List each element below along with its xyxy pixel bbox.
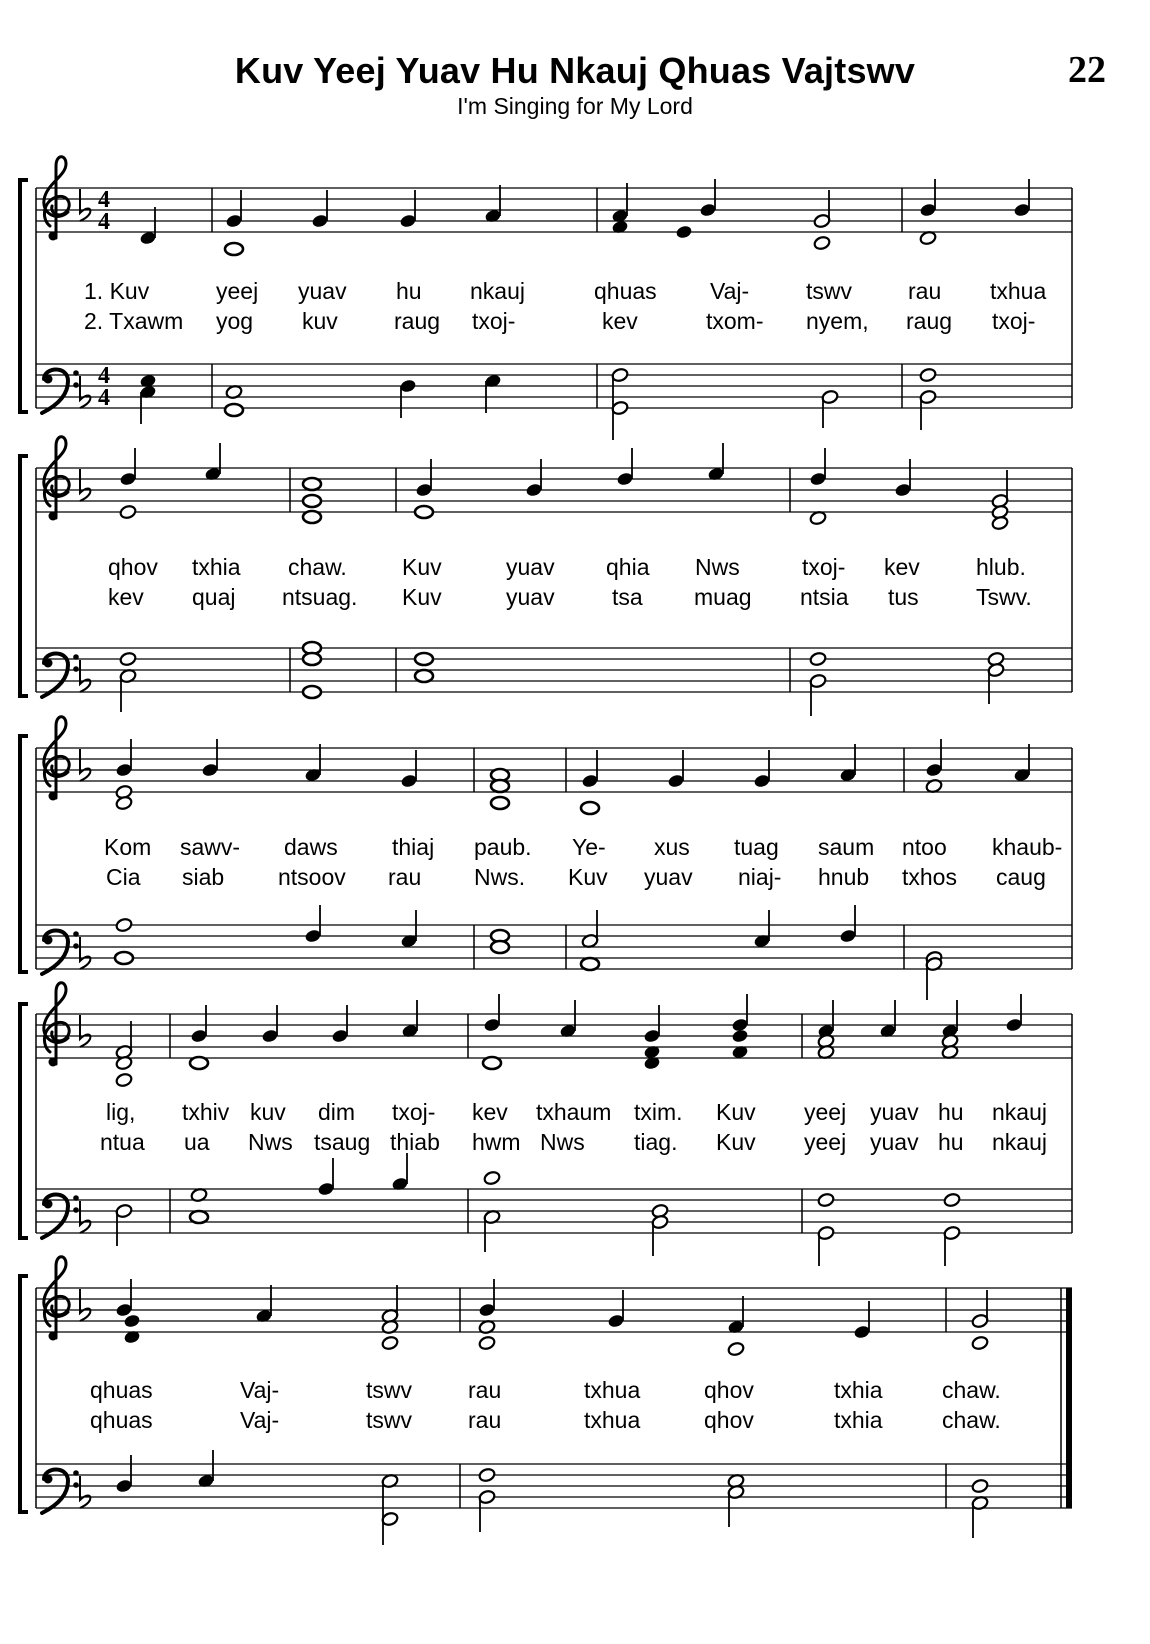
lyric-s4-v2-11: hu xyxy=(938,1129,964,1155)
lyric-s3-v2-1: siab xyxy=(182,864,225,890)
lyric-s5-v2-5: qhov xyxy=(704,1407,754,1433)
lyric-s4-v1-8: Kuv xyxy=(716,1099,756,1125)
lyric-s4-v2-8: Kuv xyxy=(716,1129,756,1155)
lyric-s4-v1-3: dim xyxy=(318,1099,356,1125)
lyric-s4-v1-5: kev xyxy=(472,1099,508,1125)
lyric-s3-v1-5: Ye- xyxy=(572,834,606,860)
lyric-s4-v2-5: hwm xyxy=(472,1129,521,1155)
lyric-s4-v2-0: ntua xyxy=(100,1129,145,1155)
lyric-s5-v2-0: qhuas xyxy=(90,1407,153,1433)
lyric-s1-v2-0: 2. Txawm xyxy=(84,308,184,334)
lyric-s1-v2-8: raug xyxy=(906,308,953,334)
lyric-s3-v1-9: ntoo xyxy=(902,834,947,860)
lyric-s1-v1-0: 1. Kuv xyxy=(84,278,150,304)
lyric-s2-v2-8: tus xyxy=(888,584,919,610)
lyric-s2-v1-4: yuav xyxy=(506,554,555,580)
hymn-subtitle: I'm Singing for My Lord xyxy=(457,93,693,119)
lyric-s3-v1-6: xus xyxy=(654,834,690,860)
lyric-s4-v2-1: ua xyxy=(184,1129,210,1155)
lyric-s2-v2-5: tsa xyxy=(612,584,643,610)
lyric-s5-v2-4: txhua xyxy=(584,1407,641,1433)
lyric-s3-v1-7: tuag xyxy=(734,834,779,860)
lyric-s1-v2-9: txoj- xyxy=(992,308,1036,334)
lyric-s2-v2-3: Kuv xyxy=(402,584,442,610)
lyric-s5-v2-3: rau xyxy=(468,1407,502,1433)
lyric-s4-v1-7: txim. xyxy=(634,1099,683,1125)
lyric-s1-v1-3: hu xyxy=(396,278,422,304)
lyric-s3-v2-4: Nws. xyxy=(474,864,526,890)
lyric-s3-v1-3: thiaj xyxy=(392,834,435,860)
lyric-s5-v1-3: rau xyxy=(468,1377,502,1403)
lyric-s4-v2-4: thiab xyxy=(390,1129,440,1155)
lyric-s3-v2-8: hnub xyxy=(818,864,870,890)
lyric-s4-v1-12: nkauj xyxy=(992,1099,1047,1125)
lyric-s1-v1-6: Vaj- xyxy=(710,278,750,304)
lyric-s5-v1-0: qhuas xyxy=(90,1377,153,1403)
lyric-s2-v2-4: yuav xyxy=(506,584,555,610)
lyric-s3-v1-8: saum xyxy=(818,834,875,860)
lyric-s1-v2-4: txoj- xyxy=(472,308,516,334)
lyric-s4-v2-2: Nws xyxy=(248,1129,293,1155)
lyric-s4-v2-10: yuav xyxy=(870,1129,919,1155)
lyric-s5-v1-5: qhov xyxy=(704,1377,754,1403)
lyric-s3-v1-2: daws xyxy=(284,834,338,860)
lyric-s2-v1-9: hlub. xyxy=(976,554,1026,580)
lyric-s2-v1-8: kev xyxy=(884,554,920,580)
lyric-s2-v2-9: Tswv. xyxy=(976,584,1032,610)
lyric-s1-v2-7: nyem, xyxy=(806,308,869,334)
lyric-s5-v2-2: tswv xyxy=(366,1407,412,1433)
lyric-s4-v2-7: tiag. xyxy=(634,1129,678,1155)
lyric-s1-v2-2: kuv xyxy=(302,308,338,334)
system-5 xyxy=(20,1257,1072,1545)
lyric-s2-v2-0: kev xyxy=(108,584,144,610)
lyric-s4-v1-11: hu xyxy=(938,1099,964,1125)
lyric-s5-v1-7: chaw. xyxy=(942,1377,1001,1403)
lyric-s1-v2-3: raug xyxy=(394,308,441,334)
lyric-s3-v2-2: ntsoov xyxy=(278,864,346,890)
lyric-s2-v1-7: txoj- xyxy=(802,554,846,580)
lyric-s4-v1-9: yeej xyxy=(804,1099,847,1125)
lyric-s4-v1-6: txhaum xyxy=(536,1099,612,1125)
lyric-s3-v1-10: khaub- xyxy=(992,834,1063,860)
lyric-s4-v2-9: yeej xyxy=(804,1129,847,1155)
lyric-s2-v1-5: qhia xyxy=(606,554,650,580)
lyric-s3-v1-4: paub. xyxy=(474,834,532,860)
lyric-s1-v2-6: txom- xyxy=(706,308,764,334)
lyric-s4-v1-0: lig, xyxy=(106,1099,136,1125)
lyric-s2-v1-3: Kuv xyxy=(402,554,442,580)
svg-text:4: 4 xyxy=(98,363,110,389)
lyric-s3-v2-7: niaj- xyxy=(738,864,782,890)
lyric-s2-v2-7: ntsia xyxy=(800,584,849,610)
lyric-s1-v2-5: kev xyxy=(602,308,638,334)
lyric-s2-v1-6: Nws xyxy=(695,554,740,580)
lyric-s4-v1-1: txhiv xyxy=(182,1099,230,1125)
lyric-s2-v2-2: ntsuag. xyxy=(282,584,358,610)
lyric-s1-v2-1: yog xyxy=(216,308,254,334)
lyric-s4-v1-4: txoj- xyxy=(392,1099,436,1125)
lyric-s3-v1-1: sawv- xyxy=(180,834,241,860)
svg-text:4: 4 xyxy=(98,385,110,411)
lyric-s5-v1-4: txhua xyxy=(584,1377,641,1403)
lyric-s5-v2-6: txhia xyxy=(834,1407,883,1433)
lyric-s1-v1-7: tswv xyxy=(806,278,852,304)
svg-text:4: 4 xyxy=(98,209,110,235)
lyric-s4-v2-3: tsaug xyxy=(314,1129,371,1155)
lyric-s5-v1-6: txhia xyxy=(834,1377,883,1403)
lyric-s4-v2-6: Nws xyxy=(540,1129,585,1155)
lyric-s5-v2-7: chaw. xyxy=(942,1407,1001,1433)
lyric-s3-v2-6: yuav xyxy=(644,864,693,890)
lyric-s1-v1-8: rau xyxy=(908,278,942,304)
hymn-title: Kuv Yeej Yuav Hu Nkauj Qhuas Vajtswv xyxy=(234,50,916,91)
lyric-s4-v1-2: kuv xyxy=(250,1099,286,1125)
lyric-s2-v2-1: quaj xyxy=(192,584,236,610)
lyric-s2-v2-6: muag xyxy=(694,584,752,610)
lyric-s1-v1-5: qhuas xyxy=(594,278,657,304)
lyric-s3-v2-10: caug xyxy=(996,864,1046,890)
lyric-s1-v1-1: yeej xyxy=(216,278,259,304)
lyric-s5-v1-1: Vaj- xyxy=(240,1377,280,1403)
lyric-s3-v2-5: Kuv xyxy=(568,864,608,890)
lyric-s2-v1-1: txhia xyxy=(192,554,241,580)
lyric-s5-v2-1: Vaj- xyxy=(240,1407,280,1433)
lyric-s2-v1-0: qhov xyxy=(108,554,158,580)
lyric-s3-v2-9: txhos xyxy=(902,864,957,890)
lyric-s3-v2-0: Cia xyxy=(106,864,141,890)
lyric-s2-v1-2: chaw. xyxy=(288,554,347,580)
lyric-s4-v2-12: nkauj xyxy=(992,1129,1047,1155)
lyric-s1-v1-4: nkauj xyxy=(470,278,525,304)
lyric-s1-v1-2: yuav xyxy=(298,278,347,304)
lyric-s1-v1-9: txhua xyxy=(990,278,1047,304)
lyric-s4-v1-10: yuav xyxy=(870,1099,919,1125)
lyric-s3-v2-3: rau xyxy=(388,864,422,890)
hymn-number: 22 xyxy=(1068,49,1106,91)
lyric-s3-v1-0: Kom xyxy=(104,834,152,860)
lyric-s5-v1-2: tswv xyxy=(366,1377,412,1403)
svg-text:4: 4 xyxy=(98,187,110,213)
